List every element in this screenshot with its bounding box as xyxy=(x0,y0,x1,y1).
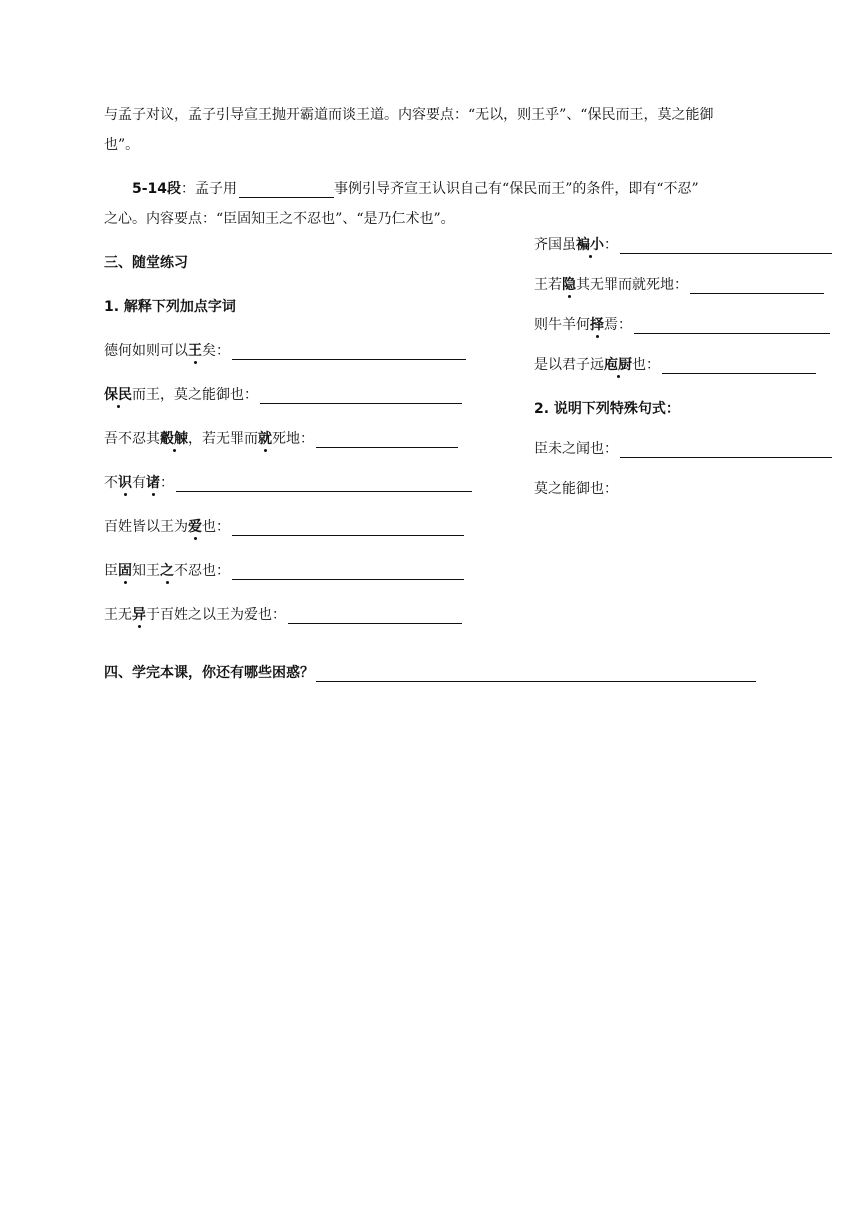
vocab-item: 齐国虽褊小： xyxy=(534,234,832,254)
answer-blank[interactable] xyxy=(232,521,464,536)
intro-line-2: 也”。 xyxy=(104,137,140,153)
section-5-14-line-2: 之心。内容要点：“臣固知王之不忍也”、“是乃仁术也”。 xyxy=(104,211,455,227)
answer-blank[interactable] xyxy=(176,477,472,492)
section-3-heading: 三、随堂练习 xyxy=(104,255,188,271)
answer-blank[interactable] xyxy=(260,389,462,404)
vocab-item: 王无异于百姓之以王为爱也： xyxy=(104,604,462,624)
vocab-item: 是以君子远庖厨也： xyxy=(534,354,816,374)
vocab-item: 德何如则可以王矣： xyxy=(104,340,466,360)
vocab-item: 百姓皆以王为爱也： xyxy=(104,516,464,536)
section-4-line xyxy=(104,662,756,682)
answer-blank[interactable] xyxy=(620,443,832,458)
syntax-item: 莫之能御也： xyxy=(534,481,618,497)
syntax-item: 臣未之闻也： xyxy=(534,438,832,458)
section-5-14-line-1 xyxy=(132,178,699,198)
answer-blank-reflection[interactable] xyxy=(316,667,756,682)
answer-blank[interactable] xyxy=(690,279,824,294)
section-4-heading: 四、学完本课，你还有哪些困惑？ xyxy=(104,665,314,681)
sub-heading-1: 1. 解释下列加点字词 xyxy=(104,299,236,315)
vocab-item: 吾不忍其觳觫，若无罪而就死地： xyxy=(104,428,458,448)
section-5-14-text-b: 事例引导齐宣王认识自己有“保民而王”的条件，即有“不忍” xyxy=(334,181,699,197)
vocab-item: 则牛羊何择焉： xyxy=(534,314,830,334)
vocab-item: 不识有诸： xyxy=(104,472,472,492)
answer-blank[interactable] xyxy=(316,433,458,448)
answer-blank[interactable] xyxy=(634,319,830,334)
answer-blank[interactable] xyxy=(232,345,466,360)
section-5-14-label: 5-14段 xyxy=(132,181,182,197)
vocab-item: 臣固知王之不忍也： xyxy=(104,560,464,580)
vocab-item: 王若隐其无罪而就死地： xyxy=(534,274,824,294)
answer-blank[interactable] xyxy=(288,609,462,624)
answer-blank[interactable] xyxy=(232,565,464,580)
intro-line-1: 与孟子对议，孟子引导宣王抛开霸道而谈王道。内容要点：“无以，则王乎”、“保民而王，莫之能御 xyxy=(104,107,714,123)
answer-blank-example[interactable] xyxy=(239,183,334,198)
section-5-14-text-a: ：孟子用 xyxy=(181,181,238,197)
sub-heading-2: 2. 说明下列特殊句式： xyxy=(534,401,680,417)
vocab-item: 保民而王，莫之能御也： xyxy=(104,384,462,404)
answer-blank[interactable] xyxy=(620,239,832,254)
answer-blank[interactable] xyxy=(662,359,816,374)
